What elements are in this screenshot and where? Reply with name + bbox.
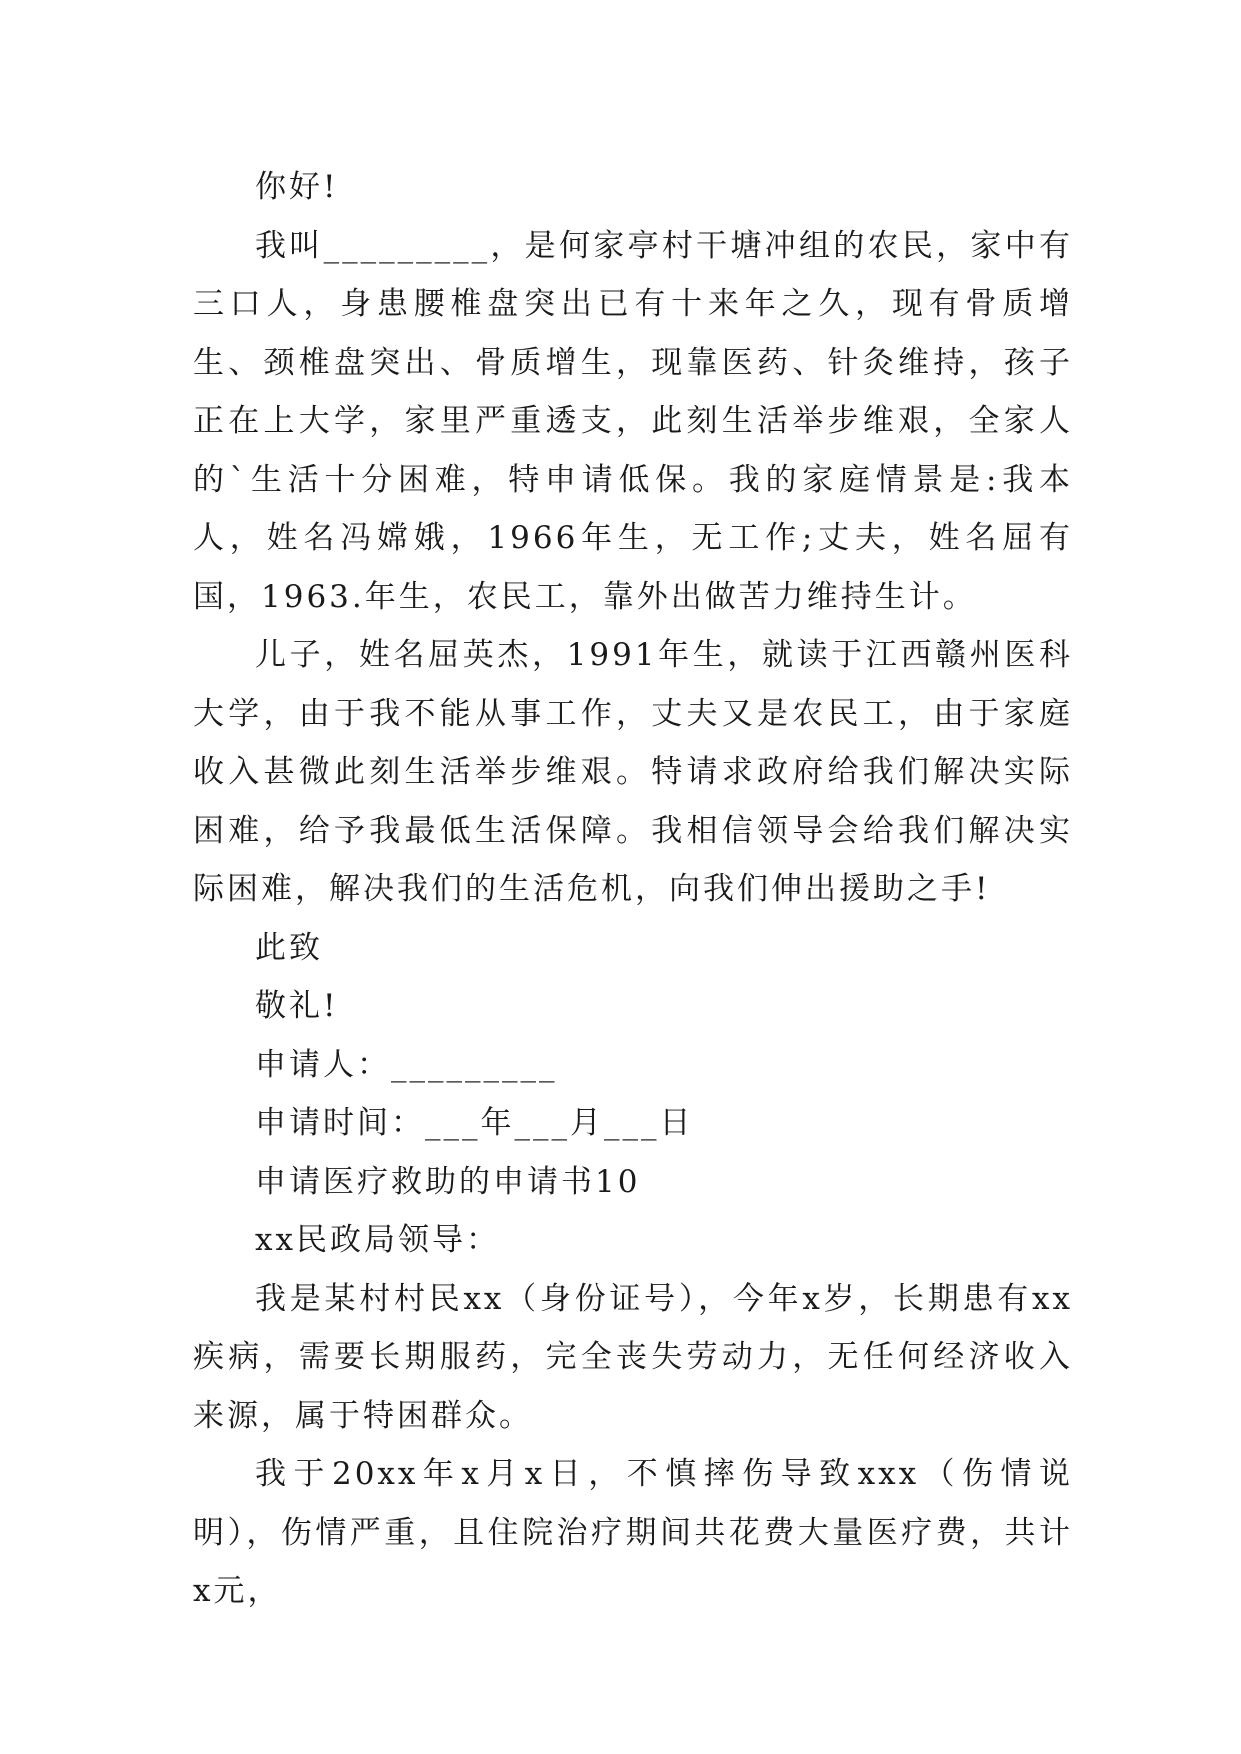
paragraph-request: 儿子，姓名屈英杰，1991年生，就读于江西赣州医科大学，由于我不能从事工作，丈夫又是农民工，由于家庭收入甚微此刻生活举步维艰。特请求政府给我们解决实际困难，给予我最低生活保障。我相信领导会给我们解决实际困难，解决我们的生活危机，向我们伸出援助之手! [193, 637, 1073, 907]
paragraph-injury: 我于20xx年x月x日，不慎摔伤导致xxx（伤情说明），伤情严重，且住院治疗期间共花费大量医疗费，共计x元， [193, 1456, 1073, 1609]
applicant-line: 申请人：_________ [255, 1046, 558, 1083]
addressee: xx民政局领导： [255, 1222, 500, 1258]
document-body [193, 158, 1073, 1621]
paragraph-applicant-intro: 我是某村村民xx（身份证号），今年x岁，长期患有xx疾病，需要长期服药，完全丧失劳动力，无任何经济收入来源，属于特困群众。 [193, 1280, 1073, 1434]
closing-salutation: 此致 [255, 929, 323, 966]
section-title: 申请医疗救助的申请书10 [255, 1163, 641, 1200]
paragraph-family-situation: 我叫_________，是何家亭村干塘冲组的农民，家中有三口人，身患腰椎盘突出已有十来年之久，现有骨质增生、颈椎盘突出、骨质增生，现靠医药、针灸维持，孩子正在上大学，家里严重透支，此刻生活举步维艰，全家人的`生活十分困难，特申请低保。我的家庭情景是:我本人，姓名冯嫦娥，1966年生，无工作;丈夫，姓名屈有国，1963.年生，农民工，靠外出做苦力维持生计。 [193, 227, 1073, 615]
closing-regards: 敬礼! [255, 988, 339, 1024]
greeting: 你好! [255, 169, 339, 205]
application-date-line: 申请时间：___年___月___日 [255, 1105, 694, 1141]
